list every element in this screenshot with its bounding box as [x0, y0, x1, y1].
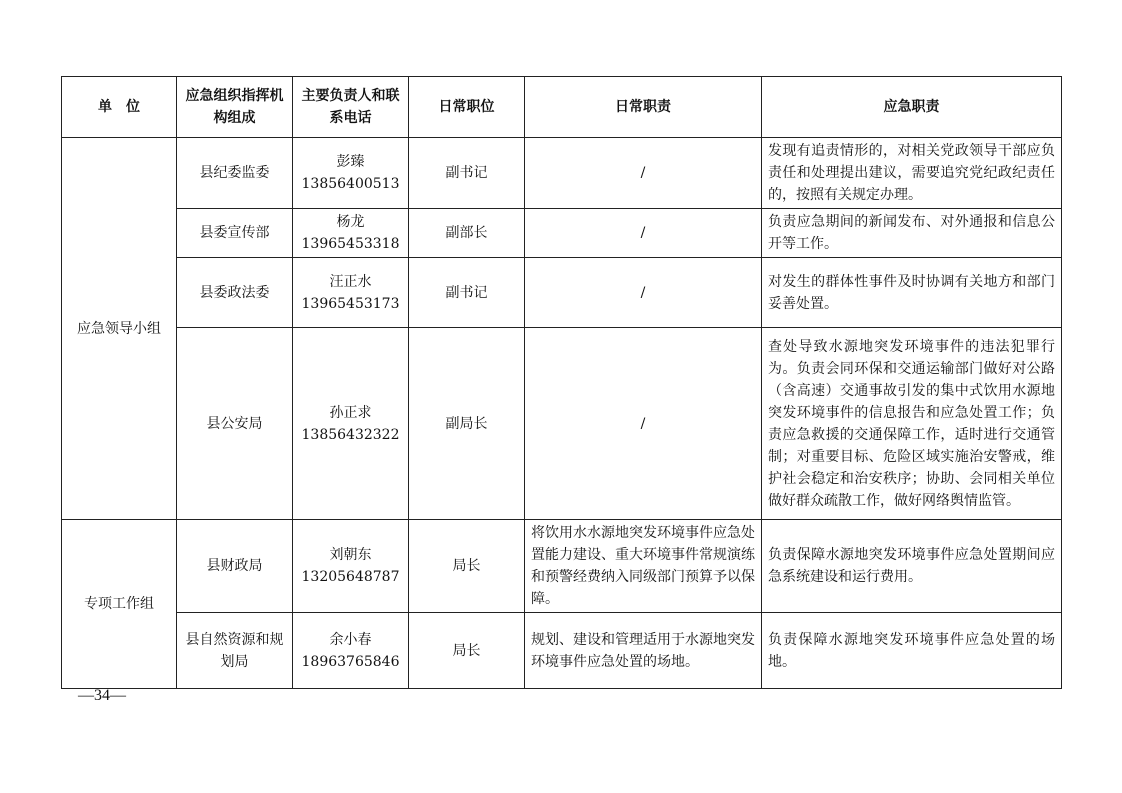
- person-name: 彭臻: [336, 154, 365, 170]
- table-row: [62, 209, 1062, 258]
- person-name: 余小春: [329, 631, 372, 648]
- daily-duty-cell: 规划、建设和管理适用于水源地突发环境事件应急处置的场地。: [525, 613, 762, 689]
- position-cell: 副书记: [409, 258, 525, 328]
- header-unit: 单 位: [62, 77, 177, 138]
- header-row: [62, 77, 1062, 138]
- position-cell: 局长: [409, 613, 525, 689]
- contact-cell: [293, 209, 409, 258]
- org-cell: 县财政局: [177, 520, 293, 613]
- contact-cell: [293, 613, 409, 689]
- header-daily-duty: 日常职责: [525, 77, 762, 138]
- person-name: 孙正求: [329, 404, 372, 421]
- phone-number: 18963765846: [301, 653, 400, 670]
- group-name: 专项工作组: [62, 520, 177, 689]
- daily-duty-cell: 将饮用水水源地突发环境事件应急处置能力建设、重大环境事件常规演练和预警经费纳入同级部门预算予以保障。: [525, 520, 762, 613]
- phone-number: 13856432322: [301, 426, 400, 443]
- table-row: [62, 613, 1062, 689]
- org-cell: 县委宣传部: [177, 209, 293, 258]
- header-org: 应急组织指挥机构组成: [177, 77, 293, 138]
- daily-duty-cell: /: [525, 209, 762, 258]
- table-row: [62, 258, 1062, 328]
- org-cell: 县公安局: [177, 328, 293, 520]
- emergency-duty-cell: 负责保障水源地突发环境事件应急处置期间应急系统建设和运行费用。: [762, 520, 1062, 613]
- daily-duty-cell: /: [525, 328, 762, 520]
- contact-cell: [293, 138, 409, 209]
- table-row: [62, 138, 1062, 209]
- phone-number: 13965453173: [301, 295, 400, 312]
- emergency-org-table: [61, 76, 1062, 689]
- daily-duty-cell: /: [525, 258, 762, 328]
- org-cell: 县自然资源和规划局: [177, 613, 293, 689]
- phone-number: 13856400513: [301, 176, 400, 192]
- contact-cell: [293, 258, 409, 328]
- org-cell: 县纪委监委: [177, 138, 293, 209]
- header-position: 日常职位: [409, 77, 525, 138]
- daily-duty-cell: /: [525, 138, 762, 209]
- header-contact: 主要负责人和联系电话: [293, 77, 409, 138]
- phone-number: 13965453318: [301, 236, 400, 252]
- position-cell: 副书记: [409, 138, 525, 209]
- table-row: [62, 328, 1062, 520]
- position-cell: 局长: [409, 520, 525, 613]
- emergency-duty-cell: 查处导致水源地突发环境事件的违法犯罪行为。负责会同环保和交通运输部门做好对公路（含高速）交通事故引发的集中式饮用水源地突发环境事件的信息报告和应急处置工作；负责应急救援的交通保障工作，适时进行交通管制；对重要目标、危险区域实施治安警戒，维护社会稳定和治安秩序；协助、会同相关单位做好群众疏散工作，做好网络舆情监管。: [762, 328, 1062, 520]
- person-name: 汪正水: [329, 273, 372, 290]
- person-name: 刘朝东: [329, 547, 372, 563]
- header-emergency-duty: 应急职责: [762, 77, 1062, 138]
- org-cell: 县委政法委: [177, 258, 293, 328]
- page-number: —34—: [78, 687, 126, 704]
- contact-cell: [293, 520, 409, 613]
- emergency-duty-cell: 负责应急期间的新闻发布、对外通报和信息公开等工作。: [762, 209, 1062, 258]
- group-name: 应急领导小组: [62, 138, 177, 520]
- position-cell: 副局长: [409, 328, 525, 520]
- phone-number: 13205648787: [301, 569, 400, 585]
- emergency-duty-cell: 对发生的群体性事件及时协调有关地方和部门妥善处置。: [762, 258, 1062, 328]
- person-name: 杨龙: [336, 214, 365, 230]
- contact-cell: [293, 328, 409, 520]
- position-cell: 副部长: [409, 209, 525, 258]
- emergency-duty-cell: 发现有追责情形的，对相关党政领导干部应负责任和处理提出建议，需要追究党纪政纪责任的，按照有关规定办理。: [762, 138, 1062, 209]
- emergency-duty-cell: 负责保障水源地突发环境事件应急处置的场地。: [762, 613, 1062, 689]
- table-row: [62, 520, 1062, 613]
